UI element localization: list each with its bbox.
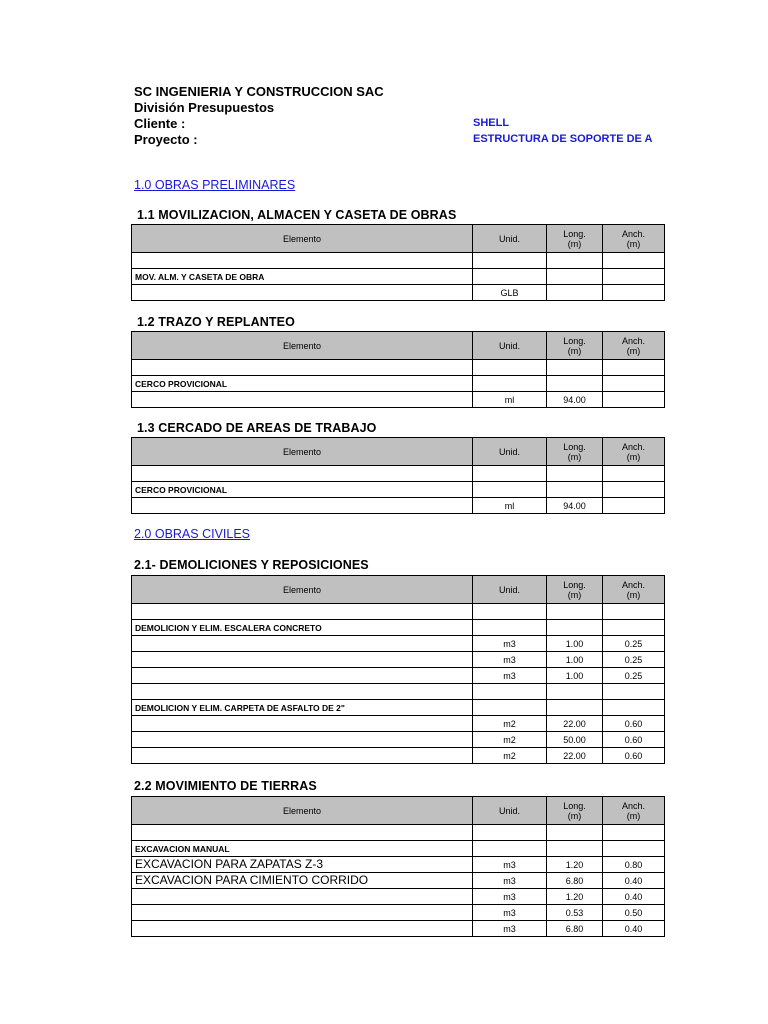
cell-elemento — [132, 905, 473, 921]
cell-unid — [473, 253, 547, 269]
cell-elemento: CERCO PROVICIONAL — [132, 376, 473, 392]
cell-long — [547, 269, 603, 285]
column-header-elemento: Elemento — [132, 225, 473, 253]
cell-unid — [473, 376, 547, 392]
column-header-elemento: Elemento — [132, 576, 473, 604]
cell-anch: 0.25 — [603, 668, 665, 684]
quantities-table — [131, 224, 665, 301]
cell-unid: m3 — [473, 873, 547, 889]
column-header-anch: Anch. (m) — [603, 576, 665, 604]
cell-anch: 0.50 — [603, 905, 665, 921]
column-header-elemento: Elemento — [132, 797, 473, 825]
table-row — [132, 748, 665, 764]
table-row — [132, 376, 665, 392]
table-row — [132, 857, 665, 873]
table-row — [132, 825, 665, 841]
cell-long — [547, 604, 603, 620]
table-row — [132, 392, 665, 408]
cell-elemento — [132, 825, 473, 841]
cell-elemento — [132, 652, 473, 668]
cell-anch — [603, 825, 665, 841]
table-row — [132, 253, 665, 269]
cell-long — [547, 684, 603, 700]
cell-unid — [473, 825, 547, 841]
cell-unid: GLB — [473, 285, 547, 301]
cell-anch: 0.25 — [603, 636, 665, 652]
column-header-anch: Anch. (m) — [603, 797, 665, 825]
cell-long — [547, 360, 603, 376]
column-header-anch: Anch. (m) — [603, 225, 665, 253]
column-header-unid: Unid. — [473, 438, 547, 466]
cell-unid — [473, 604, 547, 620]
cell-anch — [603, 498, 665, 514]
cell-anch — [603, 700, 665, 716]
project-value: ESTRUCTURA DE SOPORTE DE A — [473, 133, 653, 145]
table-title: 1.1 MOVILIZACION, ALMACEN Y CASETA DE OBRAS — [137, 208, 457, 222]
cell-long — [547, 285, 603, 301]
cell-anch: 0.25 — [603, 652, 665, 668]
cell-anch — [603, 841, 665, 857]
cell-elemento — [132, 889, 473, 905]
column-header-long: Long. (m) — [547, 332, 603, 360]
cell-long — [547, 376, 603, 392]
table-title: 1.2 TRAZO Y REPLANTEO — [137, 315, 295, 329]
cell-anch — [603, 376, 665, 392]
table-row — [132, 269, 665, 285]
cell-unid: m3 — [473, 857, 547, 873]
cell-elemento — [132, 498, 473, 514]
cell-unid — [473, 466, 547, 482]
client-value: SHELL — [473, 117, 510, 129]
cell-long — [547, 700, 603, 716]
table-row — [132, 285, 665, 301]
table-row — [132, 716, 665, 732]
table-row — [132, 873, 665, 889]
cell-anch: 0.60 — [603, 748, 665, 764]
cell-anch — [603, 466, 665, 482]
cell-anch: 0.60 — [603, 732, 665, 748]
cell-unid: ml — [473, 392, 547, 408]
section-obras-preliminares-link[interactable]: 1.0 OBRAS PRELIMINARES — [134, 178, 296, 192]
cell-anch: 0.60 — [603, 716, 665, 732]
column-header-long: Long. (m) — [547, 225, 603, 253]
cell-unid: m3 — [473, 889, 547, 905]
table-row — [132, 732, 665, 748]
cell-long: 1.00 — [547, 668, 603, 684]
cell-long: 1.20 — [547, 889, 603, 905]
table-row — [132, 360, 665, 376]
cell-elemento: EXCAVACION PARA CIMIENTO CORRIDO — [132, 873, 473, 889]
cell-long: 22.00 — [547, 716, 603, 732]
cell-elemento — [132, 732, 473, 748]
cell-elemento — [132, 604, 473, 620]
table-row — [132, 668, 665, 684]
cell-unid — [473, 700, 547, 716]
cell-unid — [473, 841, 547, 857]
column-header-unid: Unid. — [473, 225, 547, 253]
cell-unid — [473, 684, 547, 700]
cell-long — [547, 825, 603, 841]
cell-long — [547, 466, 603, 482]
cell-elemento — [132, 360, 473, 376]
cell-elemento: CERCO PROVICIONAL — [132, 482, 473, 498]
cell-elemento — [132, 684, 473, 700]
cell-anch — [603, 285, 665, 301]
table-row — [132, 620, 665, 636]
cell-elemento — [132, 285, 473, 301]
table-row — [132, 921, 665, 937]
cell-long — [547, 253, 603, 269]
quantities-table — [131, 437, 665, 514]
cell-long: 1.00 — [547, 636, 603, 652]
cell-anch — [603, 604, 665, 620]
cell-unid: m3 — [473, 652, 547, 668]
column-header-elemento: Elemento — [132, 332, 473, 360]
cell-long: 94.00 — [547, 498, 603, 514]
table-row — [132, 466, 665, 482]
column-header-long: Long. (m) — [547, 576, 603, 604]
cell-long: 22.00 — [547, 748, 603, 764]
cell-long: 1.20 — [547, 857, 603, 873]
cell-elemento: EXCAVACION MANUAL — [132, 841, 473, 857]
cell-long — [547, 482, 603, 498]
cell-unid: m3 — [473, 636, 547, 652]
cell-anch: 0.40 — [603, 889, 665, 905]
section-obras-civiles-link[interactable]: 2.0 OBRAS CIVILES — [134, 527, 251, 541]
cell-unid: m2 — [473, 716, 547, 732]
cell-unid: m3 — [473, 905, 547, 921]
cell-elemento — [132, 636, 473, 652]
table-row — [132, 482, 665, 498]
cell-unid: m2 — [473, 732, 547, 748]
cell-unid: m3 — [473, 921, 547, 937]
quantities-table — [131, 331, 665, 408]
cell-elemento: DEMOLICION Y ELIM. CARPETA DE ASFALTO DE 2" — [132, 700, 473, 716]
column-header-long: Long. (m) — [547, 438, 603, 466]
table-title: 2.1- DEMOLICIONES Y REPOSICIONES — [134, 558, 369, 572]
cell-long — [547, 620, 603, 636]
cell-long: 6.80 — [547, 873, 603, 889]
column-header-long: Long. (m) — [547, 797, 603, 825]
table-row — [132, 498, 665, 514]
cell-elemento: MOV. ALM. Y CASETA DE OBRA — [132, 269, 473, 285]
cell-anch: 0.40 — [603, 873, 665, 889]
cell-elemento — [132, 392, 473, 408]
table-title: 1.3 CERCADO DE AREAS DE TRABAJO — [137, 421, 377, 435]
cell-elemento — [132, 253, 473, 269]
cell-elemento: EXCAVACION PARA ZAPATAS Z-3 — [132, 857, 473, 873]
cell-long: 1.00 — [547, 652, 603, 668]
column-header-unid: Unid. — [473, 797, 547, 825]
column-header-anch: Anch. (m) — [603, 332, 665, 360]
table-row — [132, 889, 665, 905]
cell-unid — [473, 360, 547, 376]
company-name: SC INGENIERIA Y CONSTRUCCION SAC — [134, 84, 384, 99]
table-row — [132, 700, 665, 716]
table-row — [132, 841, 665, 857]
cell-anch: 0.40 — [603, 921, 665, 937]
cell-elemento: DEMOLICION Y ELIM. ESCALERA CONCRETO — [132, 620, 473, 636]
project-label: Proyecto : — [134, 132, 198, 147]
cell-unid — [473, 482, 547, 498]
cell-elemento — [132, 921, 473, 937]
cell-unid — [473, 269, 547, 285]
cell-unid: m3 — [473, 668, 547, 684]
quantities-table — [131, 575, 665, 764]
quantities-table — [131, 796, 665, 937]
cell-anch — [603, 253, 665, 269]
cell-anch — [603, 392, 665, 408]
table-title: 2.2 MOVIMIENTO DE TIERRAS — [134, 779, 317, 793]
cell-unid — [473, 620, 547, 636]
table-row — [132, 905, 665, 921]
cell-elemento — [132, 466, 473, 482]
division-name: División Presupuestos — [134, 100, 275, 115]
table-row — [132, 652, 665, 668]
column-header-elemento: Elemento — [132, 438, 473, 466]
client-label: Cliente : — [134, 116, 186, 131]
cell-elemento — [132, 668, 473, 684]
cell-long: 0.53 — [547, 905, 603, 921]
cell-anch — [603, 620, 665, 636]
cell-long: 50.00 — [547, 732, 603, 748]
cell-anch — [603, 684, 665, 700]
table-row — [132, 684, 665, 700]
cell-anch — [603, 482, 665, 498]
cell-long — [547, 841, 603, 857]
cell-elemento — [132, 716, 473, 732]
cell-elemento — [132, 748, 473, 764]
column-header-unid: Unid. — [473, 576, 547, 604]
cell-anch — [603, 269, 665, 285]
column-header-unid: Unid. — [473, 332, 547, 360]
table-row — [132, 636, 665, 652]
cell-unid: m2 — [473, 748, 547, 764]
cell-anch: 0.80 — [603, 857, 665, 873]
cell-long: 94.00 — [547, 392, 603, 408]
cell-long: 6.80 — [547, 921, 603, 937]
table-row — [132, 604, 665, 620]
cell-unid: ml — [473, 498, 547, 514]
cell-anch — [603, 360, 665, 376]
column-header-anch: Anch. (m) — [603, 438, 665, 466]
